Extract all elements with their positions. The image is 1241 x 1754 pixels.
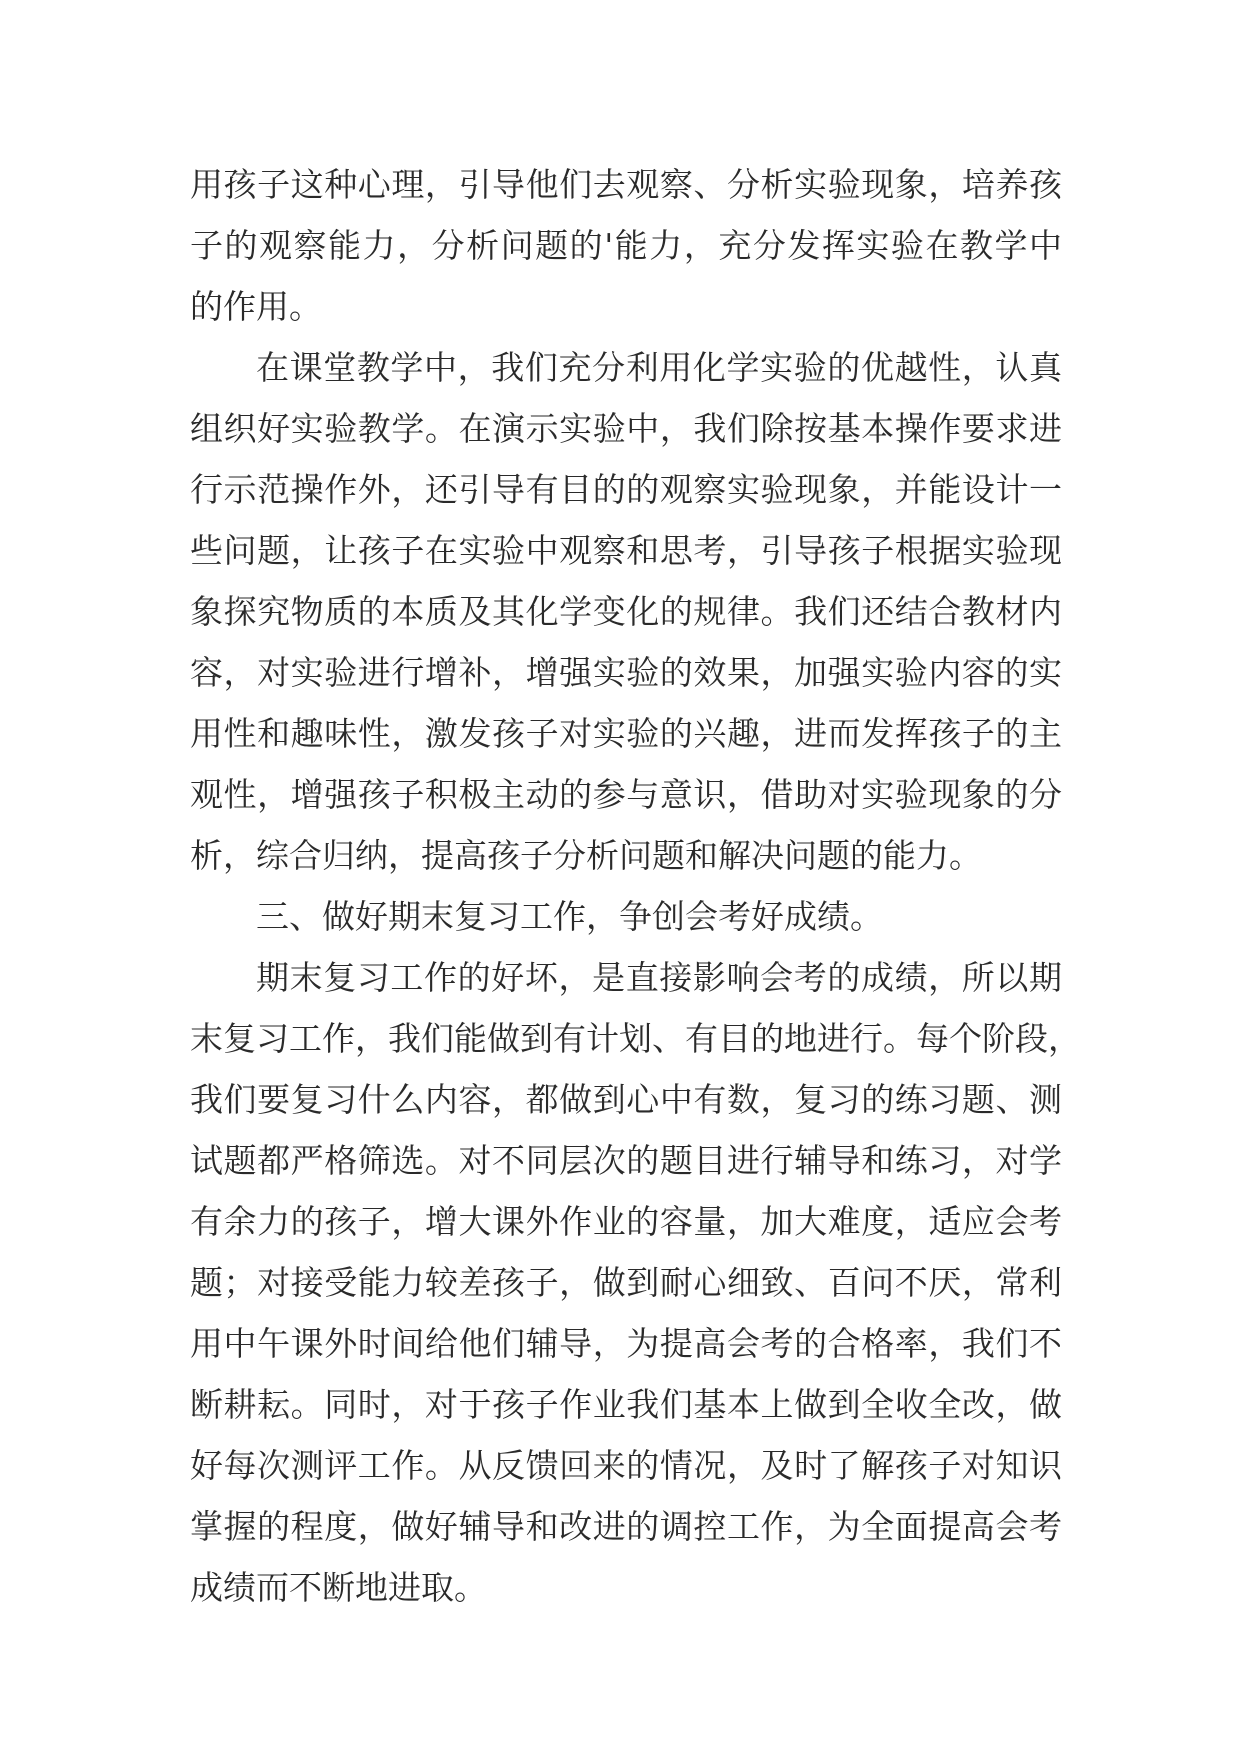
text-line: 有余力的孩子，增大课外作业的容量，加大难度，适应会考 xyxy=(190,1202,1062,1241)
document-body xyxy=(190,154,1081,1618)
text-line: 用孩子这种心理，引导他们去观察、分析实验现象，培养孩 xyxy=(190,165,1062,204)
text-line: 好每次测评工作。从反馈回来的情况，及时了解孩子对知识 xyxy=(190,1446,1062,1485)
text-line: 我们要复习什么内容，都做到心中有数，复习的练习题、测 xyxy=(190,1080,1062,1119)
text-line: 容，对实验进行增补，增强实验的效果，加强实验内容的实 xyxy=(190,653,1062,692)
text-line: 用性和趣味性，激发孩子对实验的兴趣，进而发挥孩子的主 xyxy=(190,714,1062,753)
text-line: 析，综合归纳，提高孩子分析问题和解决问题的能力。 xyxy=(190,836,982,875)
text-line: 断耕耘。同时，对于孩子作业我们基本上做到全收全改，做 xyxy=(190,1385,1062,1424)
text-line: 三、做好期末复习工作，争创会考好成绩。 xyxy=(256,897,883,936)
text-line: 的作用。 xyxy=(190,287,322,326)
text-line: 成绩而不断地进取。 xyxy=(190,1568,487,1607)
text-line: 用中午课外时间给他们辅导，为提高会考的合格率，我们不 xyxy=(190,1324,1062,1363)
text-line: 观性，增强孩子积极主动的参与意识，借助对实验现象的分 xyxy=(190,775,1062,814)
text-line: 在课堂教学中，我们充分利用化学实验的优越性，认真 xyxy=(256,348,1062,387)
text-line: 些问题，让孩子在实验中观察和思考，引导孩子根据实验现 xyxy=(190,531,1062,570)
text-line: 试题都严格筛选。对不同层次的题目进行辅导和练习，对学 xyxy=(190,1141,1062,1180)
text-line: 题；对接受能力较差孩子，做到耐心细致、百问不厌，常利 xyxy=(190,1263,1062,1302)
text-line: 象探究物质的本质及其化学变化的规律。我们还结合教材内 xyxy=(190,592,1062,631)
text-line: 行示范操作外，还引导有目的的观察实验现象，并能设计一 xyxy=(190,470,1062,509)
text-line: 组织好实验教学。在演示实验中，我们除按基本操作要求进 xyxy=(190,409,1062,448)
text-line: 子的观察能力，分析问题的'能力，充分发挥实验在教学中 xyxy=(190,226,1062,265)
text-line: 末复习工作，我们能做到有计划、有目的地进行。每个阶段， xyxy=(190,1019,1081,1058)
text-line: 期末复习工作的好坏，是直接影响会考的成绩，所以期 xyxy=(256,958,1062,997)
text-line: 掌握的程度，做好辅导和改进的调控工作，为全面提高会考 xyxy=(190,1507,1062,1546)
